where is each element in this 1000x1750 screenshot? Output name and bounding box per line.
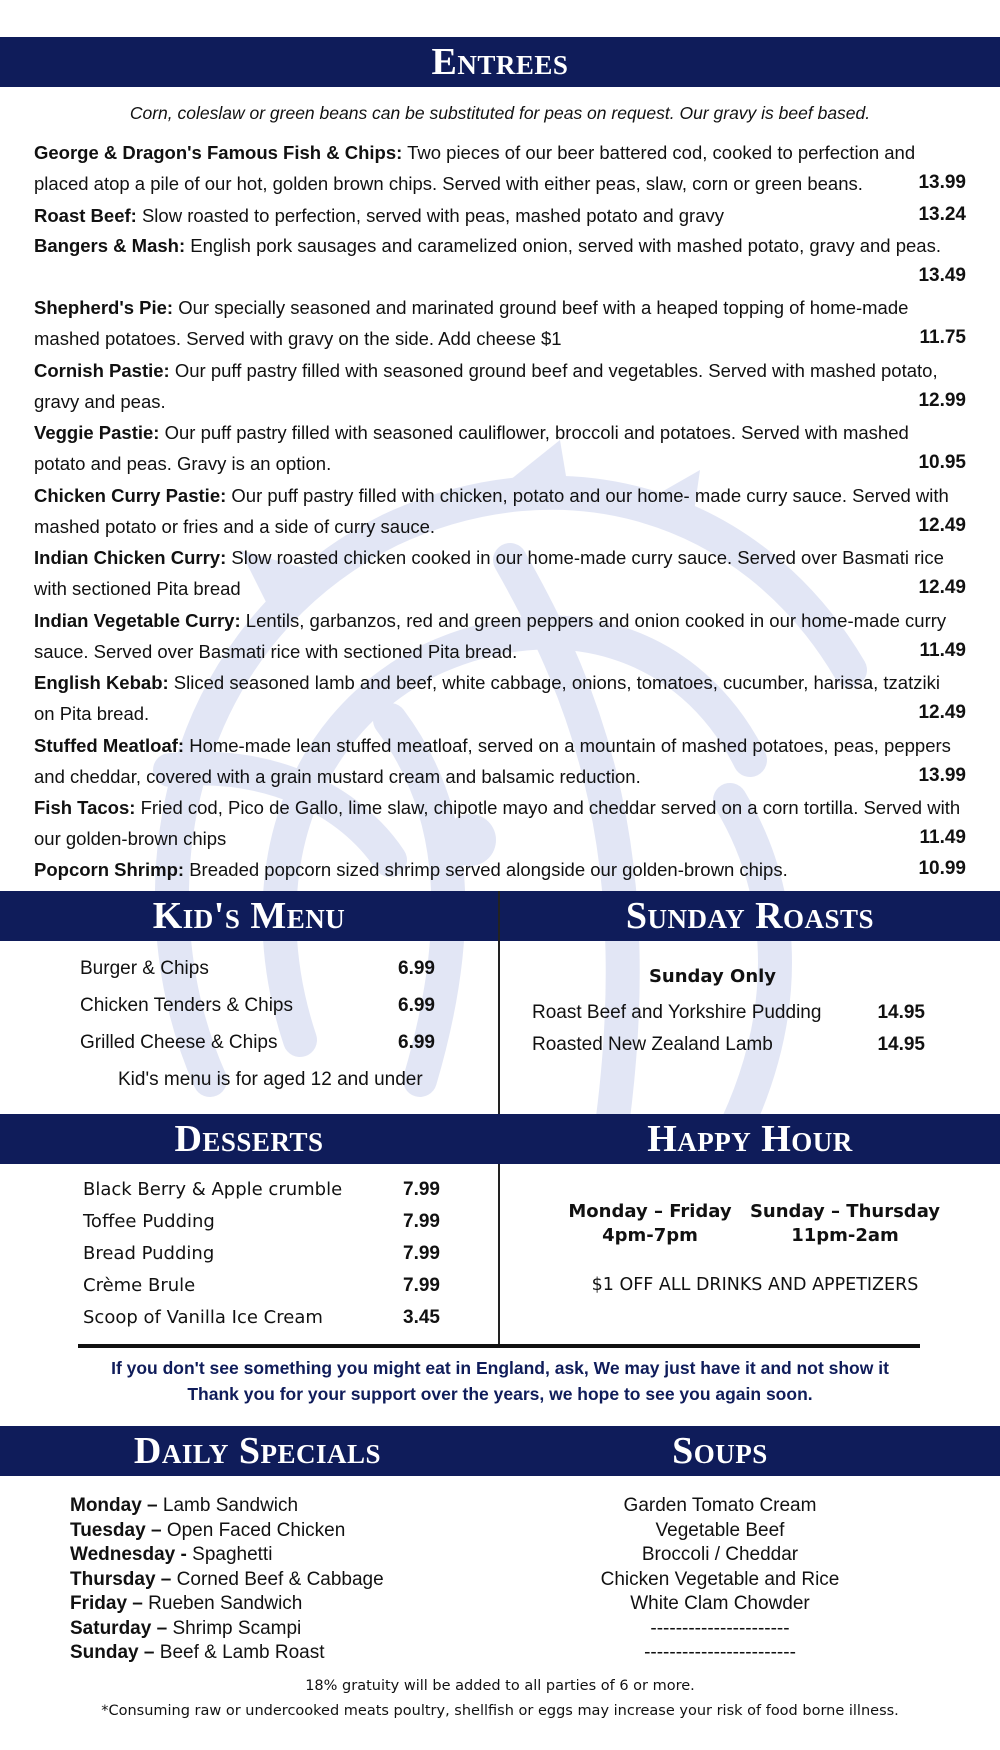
entree-description: Slow roasted to perfection, served with peas, mashed potato and gravy	[141, 205, 725, 226]
promo-line-1: If you don't see something you might eat in England, ask, We may just have it and not show it	[111, 1358, 889, 1378]
entree-item	[34, 542, 964, 604]
soups-title: Soups	[672, 1430, 768, 1472]
kids-item: Chicken Tenders & Chips	[80, 995, 293, 1016]
special-item: Shrimp Scampi	[172, 1617, 302, 1639]
special-row	[70, 1544, 272, 1566]
kids-note: Kid's menu is for aged 12 and under	[118, 1069, 423, 1090]
entree-item	[34, 730, 964, 792]
special-day: Wednesday -	[70, 1544, 187, 1565]
entree-name: Bangers & Mash:	[34, 235, 186, 256]
happy-title: Happy Hour	[647, 1118, 853, 1160]
dessert-item: Crème Brule	[83, 1275, 196, 1296]
special-item: Corned Beef & Cabbage	[176, 1568, 384, 1590]
entree-name: Indian Vegetable Curry:	[34, 610, 241, 631]
kids-item: Grilled Cheese & Chips	[80, 1032, 278, 1053]
entree-item	[34, 137, 964, 199]
entree-price: 11.49	[919, 640, 966, 661]
special-item: Rueben Sandwich	[148, 1593, 303, 1614]
sunday-price: 14.95	[877, 1002, 925, 1023]
entree-price: 10.99	[918, 858, 966, 879]
entree-price: 13.99	[918, 172, 966, 193]
happy-days-1: Monday – Friday	[568, 1201, 732, 1222]
entree-description: Breaded popcorn sized shrimp served alongside our golden-brown chips.	[189, 859, 788, 880]
entree-price: 12.99	[918, 390, 966, 411]
soup-item: Garden Tomato Cream	[623, 1495, 817, 1516]
special-day: Thursday –	[70, 1568, 172, 1590]
special-day: Friday –	[70, 1593, 143, 1614]
special-row	[70, 1495, 298, 1517]
entree-item	[34, 605, 964, 667]
sunday-title: Sunday Roasts	[625, 895, 875, 937]
soup-item: White Clam Chowder	[630, 1593, 810, 1614]
entree-price: 12.49	[918, 515, 966, 536]
special-row	[70, 1593, 302, 1615]
entrees-note: Corn, coleslaw or green beans can be substituted for peas on request. Our gravy is beef based.	[129, 103, 871, 123]
specials-soups-banner	[0, 1426, 1000, 1476]
entree-name: George & Dragon's Famous Fish & Chips:	[34, 142, 403, 163]
happy-days-2: Sunday – Thursday	[749, 1201, 941, 1222]
entree-price: 13.24	[918, 204, 966, 225]
special-row	[70, 1618, 301, 1640]
entrees-banner	[0, 37, 1000, 87]
special-item: Open Faced Chicken	[166, 1519, 346, 1541]
entree-description: Lentils, garbanzos, red and green peppers and onion cooked in our home-made curry sauce. Served over Basmati rice with sectioned Pita bread.	[34, 610, 947, 662]
entree-name: Stuffed Meatloaf:	[34, 735, 185, 756]
entree-name: Shepherd's Pie:	[34, 297, 174, 318]
entrees-title: Entrees	[431, 41, 569, 83]
entree-description: Home-made lean stuffed meatloaf, served on a mountain of mashed potatoes, peas, peppers and cheddar, covered with a grain mustard cream and balsamic reduction.	[34, 735, 951, 787]
entree-description: Two pieces of our beer battered cod, cooked to perfection and placed atop a pile of our hot, golden brown chips. Served with either peas, slaw, corn or green beans.	[34, 142, 916, 194]
special-item: Beef & Lamb Roast	[159, 1642, 325, 1663]
entree-item	[34, 854, 874, 885]
entree-price: 12.49	[918, 577, 966, 598]
kids-price: 6.99	[398, 1032, 435, 1053]
section-rule	[78, 1344, 920, 1348]
entree-name: Cornish Pastie:	[34, 360, 170, 381]
special-row	[70, 1642, 325, 1664]
sunday-item: Roast Beef and Yorkshire Pudding	[532, 1002, 822, 1023]
dessert-item: Bread Pudding	[83, 1243, 215, 1264]
entree-name: Chicken Curry Pastie:	[34, 485, 227, 506]
special-day: Tuesday –	[70, 1519, 162, 1541]
kids-sunday-banner	[0, 891, 1000, 941]
dessert-item: Toffee Pudding	[83, 1211, 215, 1232]
entree-price: 11.75	[919, 327, 966, 348]
promo-line-2: Thank you for your support over the years, we hope to see you again soon.	[187, 1384, 813, 1404]
entree-name: Veggie Pastie:	[34, 422, 160, 443]
entree-name: Indian Chicken Curry:	[34, 547, 227, 568]
dessert-price: 7.99	[403, 1275, 440, 1296]
entree-price: 13.49	[918, 265, 966, 286]
entree-description: Fried cod, Pico de Gallo, lime slaw, chipotle mayo and cheddar served on a corn tortilla. Served with our golden-brown chips	[34, 797, 961, 849]
entree-name: Fish Tacos:	[34, 797, 136, 818]
sunday-price: 14.95	[877, 1034, 925, 1055]
kids-item: Burger & Chips	[80, 958, 209, 979]
happy-time-1: 4pm-7pm	[602, 1225, 698, 1246]
entree-name: English Kebab:	[34, 672, 169, 693]
special-item: Spaghetti	[192, 1544, 273, 1565]
special-day: Monday –	[70, 1495, 158, 1516]
entree-description: English pork sausages and caramelized onion, served with mashed potato, gravy and peas.	[190, 235, 941, 256]
soup-item: Vegetable Beef	[655, 1519, 785, 1541]
entree-description: Our puff pastry filled with seasoned ground beef and vegetables. Served with mashed potato, gravy and peas.	[34, 360, 938, 412]
entree-item	[34, 417, 964, 479]
dessert-price: 3.45	[403, 1307, 440, 1328]
special-day: Saturday –	[70, 1617, 168, 1639]
happy-offer: $1 OFF ALL DRINKS AND APPETIZERS	[591, 1275, 919, 1295]
entree-item	[34, 667, 964, 729]
entree-description: Our puff pastry filled with chicken, potato and our home- made curry sauce. Served with mashed potato or fries and a side of curry sauce.	[34, 485, 949, 537]
dessert-price: 7.99	[403, 1211, 440, 1232]
entree-description: Our specially seasoned and marinated ground beef with a heaped topping of home-made mashed potatoes. Served with gravy on the side. Add cheese $1	[34, 297, 909, 349]
entree-price: 11.49	[919, 827, 966, 848]
entree-name: Roast Beef:	[34, 205, 137, 226]
soup-item: ----------------------	[650, 1617, 790, 1639]
desserts-happy-banner	[0, 1114, 1000, 1164]
soup-item: Chicken Vegetable and Rice	[600, 1568, 840, 1590]
dessert-item: Black Berry & Apple crumble	[83, 1179, 343, 1200]
entree-item	[34, 480, 964, 542]
soup-item: ------------------------	[644, 1642, 796, 1663]
column-divider-1	[498, 891, 500, 1114]
entree-price: 13.99	[918, 765, 966, 786]
entree-item	[34, 355, 964, 417]
special-row	[70, 1520, 345, 1542]
sunday-item: Roasted New Zealand Lamb	[532, 1034, 773, 1055]
kids-title: Kid's Menu	[152, 895, 346, 937]
kids-price: 6.99	[398, 995, 435, 1016]
dessert-item: Scoop of Vanilla Ice Cream	[83, 1307, 323, 1328]
entree-description: Sliced seasoned lamb and beef, white cabbage, onions, tomatoes, cucumber, harissa, tzatziki on Pita bread.	[34, 672, 940, 724]
entree-description: Our puff pastry filled with seasoned cauliflower, broccoli and potatoes. Served with mashed potato and peas. Gravy is an option.	[34, 422, 909, 474]
entree-item	[34, 230, 964, 261]
column-divider-2	[498, 1164, 500, 1344]
entree-item	[34, 200, 874, 231]
kids-price: 6.99	[398, 958, 435, 979]
entree-item	[34, 792, 964, 854]
dessert-price: 7.99	[403, 1243, 440, 1264]
happy-time-2: 11pm-2am	[791, 1225, 899, 1246]
entree-name: Popcorn Shrimp:	[34, 859, 185, 880]
special-day: Sunday –	[70, 1642, 155, 1663]
soup-item: Broccoli / Cheddar	[641, 1544, 799, 1565]
entree-price: 10.95	[918, 452, 966, 473]
entree-item	[34, 292, 964, 354]
sunday-subtitle: Sunday Only	[648, 966, 777, 987]
desserts-title: Desserts	[174, 1118, 324, 1160]
entree-price: 12.49	[918, 702, 966, 723]
special-row	[70, 1569, 384, 1591]
dessert-price: 7.99	[403, 1179, 440, 1200]
gratuity-note: 18% gratuity will be added to all parties of 6 or more.	[305, 1678, 695, 1694]
food-warning: *Consuming raw or undercooked meats poultry, shellfish or eggs may increase your risk of food borne illness.	[101, 1703, 899, 1719]
specials-title: Daily Specials	[133, 1430, 382, 1472]
special-item: Lamb Sandwich	[162, 1495, 299, 1516]
entree-description: Slow roasted chicken cooked in our home-made curry sauce. Served over Basmati rice with sectioned Pita bread	[34, 547, 944, 599]
